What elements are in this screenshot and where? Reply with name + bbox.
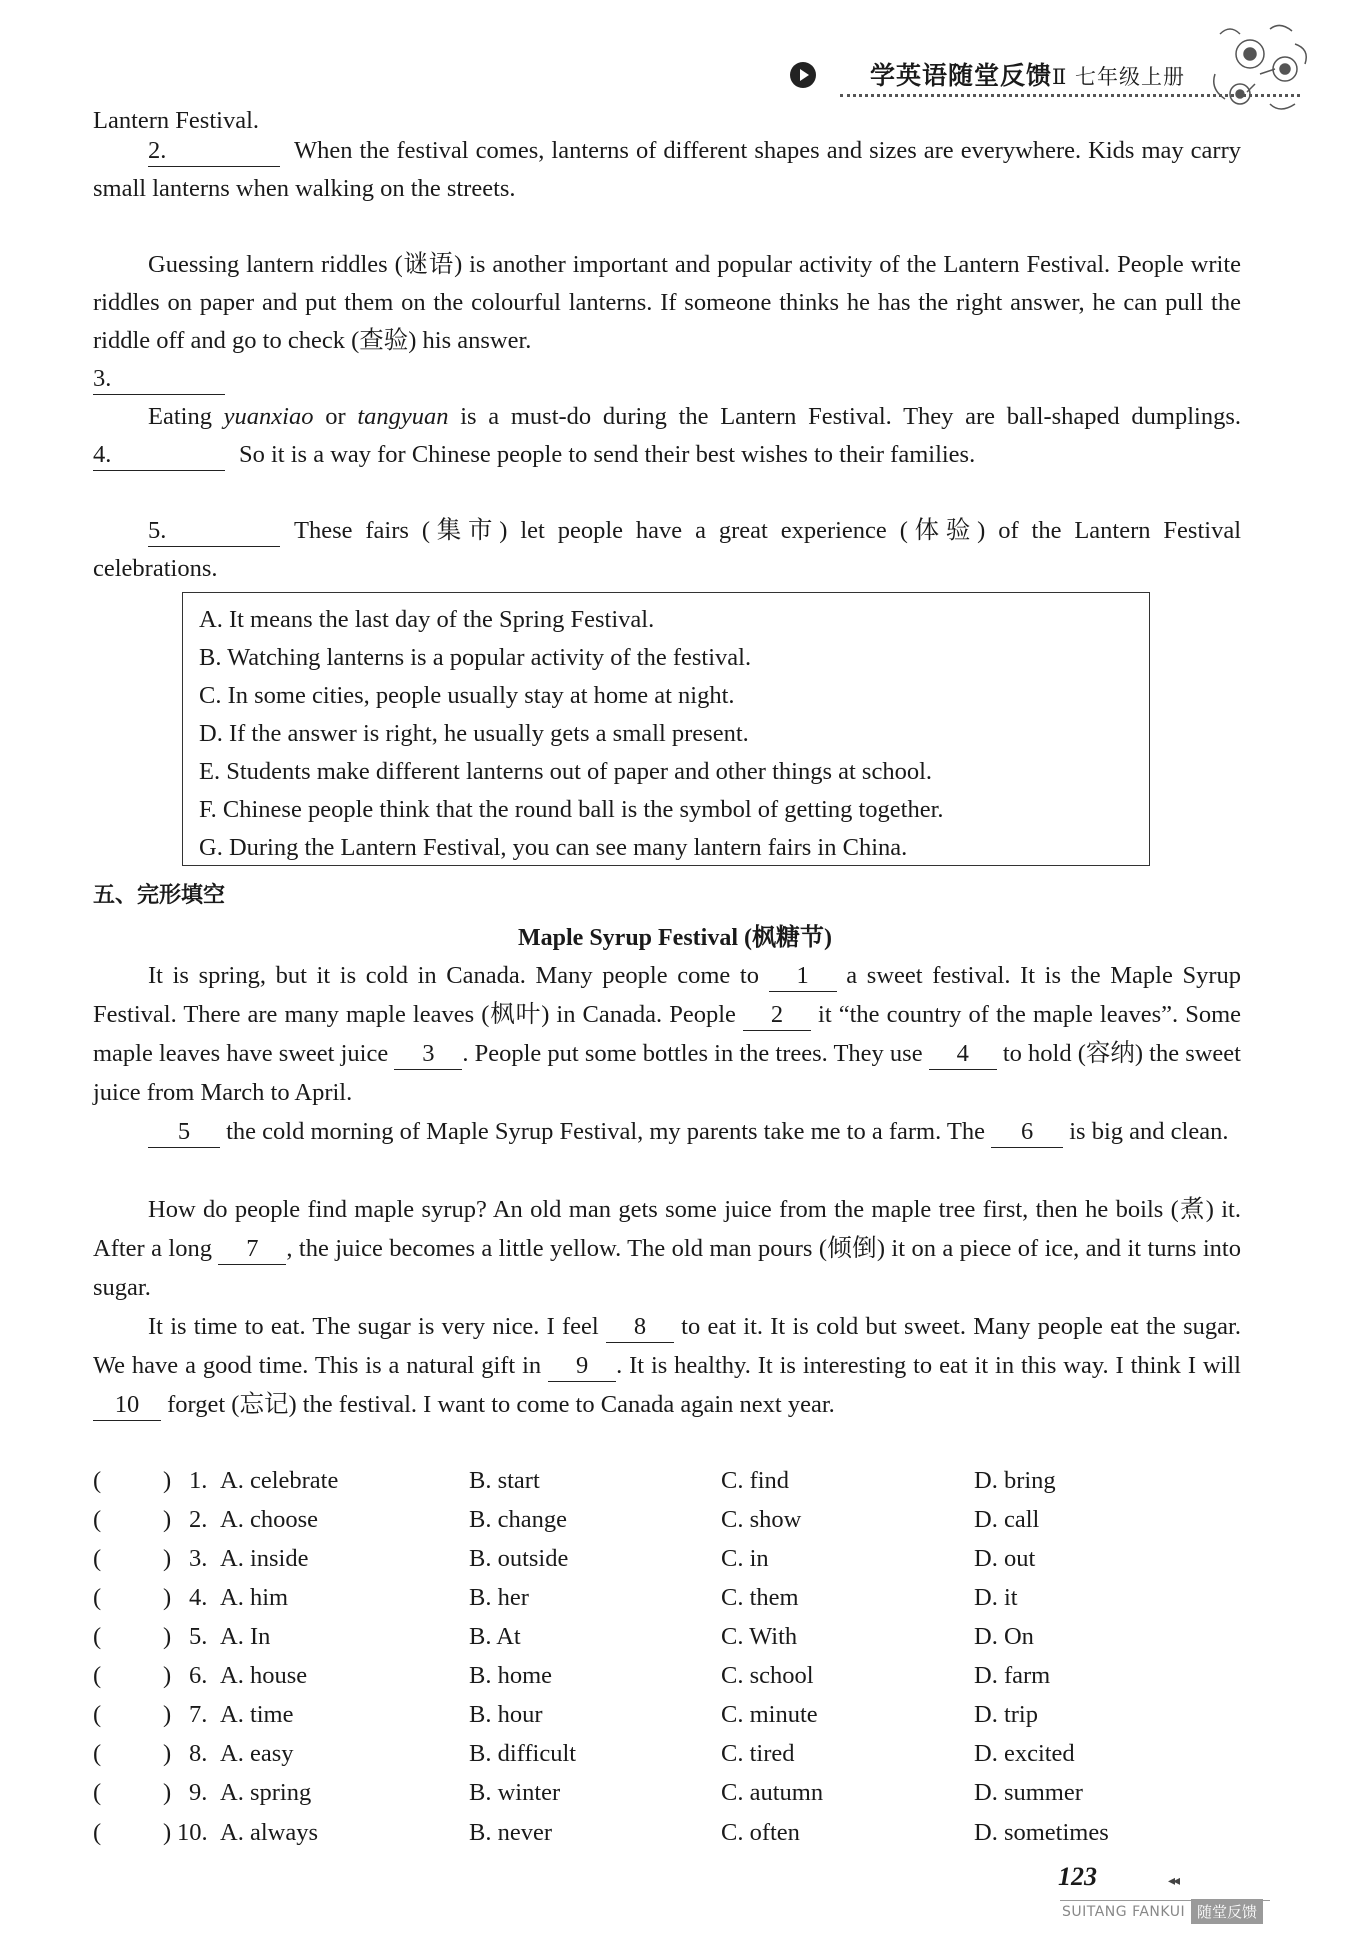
cloze-blank-5: 5 <box>148 1117 220 1148</box>
choice-c[interactable]: C. in <box>721 1545 769 1572</box>
answer-paren-left: ( <box>93 1506 102 1533</box>
choice-b[interactable]: B. hour <box>469 1701 543 1728</box>
cloze-blank-10: 10 <box>93 1390 161 1421</box>
option-e: E. Students make different lanterns out of paper and other things at school. <box>199 758 933 785</box>
options-box <box>182 592 1150 866</box>
answer-paren-right: ) <box>163 1506 172 1533</box>
question-number: 8. <box>189 1740 208 1767</box>
book-title <box>870 56 1185 92</box>
answer-blank-2[interactable]: 2. <box>148 136 280 167</box>
option-f: F. Chinese people think that the round ball is the symbol of getting together. <box>199 796 944 823</box>
choice-a[interactable]: A. choose <box>220 1506 318 1533</box>
question-number: 5. <box>189 1623 208 1650</box>
choice-b[interactable]: B. outside <box>469 1545 569 1572</box>
answer-blank-4[interactable]: 4. <box>93 440 225 471</box>
choice-d[interactable]: D. it <box>974 1584 1018 1611</box>
question-number: 4. <box>189 1584 208 1611</box>
footer-brand-cn: 随堂反馈 <box>1191 1899 1263 1924</box>
choice-b[interactable]: B. home <box>469 1662 553 1689</box>
choice-a[interactable]: A. celebrate <box>220 1467 339 1494</box>
passage-paragraph-5: 5. These fairs (集市) let people have a great experience (体验) of the Lantern Festival celebrations. <box>93 517 1241 582</box>
answer-paren-left: ( <box>93 1740 102 1767</box>
choice-b[interactable]: B. difficult <box>469 1740 577 1767</box>
question-number: 7. <box>189 1701 208 1728</box>
option-a: A. It means the last day of the Spring Festival. <box>199 606 655 633</box>
page-number: 123 <box>1058 1862 1097 1891</box>
passage-line-top: Lantern Festival. <box>93 107 260 134</box>
question-number: 10. <box>177 1819 208 1846</box>
choice-c[interactable]: C. often <box>721 1819 800 1846</box>
answer-paren-right: ) <box>163 1467 172 1494</box>
choice-d[interactable]: D. out <box>974 1545 1036 1572</box>
choice-d[interactable]: D. farm <box>974 1662 1051 1689</box>
section-title: 五、完形填空 <box>93 883 226 908</box>
italic-tangyuan: tangyuan <box>357 403 449 430</box>
answer-paren-right: ) <box>163 1779 172 1806</box>
option-b: B. Watching lanterns is a popular activity of the festival. <box>199 644 752 671</box>
italic-yuanxiao: yuanxiao <box>223 403 314 430</box>
answer-blank-5[interactable]: 5. <box>148 516 280 547</box>
choice-d[interactable]: D. call <box>974 1506 1040 1533</box>
option-c: C. In some cities, people usually stay at home at night. <box>199 682 735 709</box>
answer-paren-right: ) <box>163 1740 172 1767</box>
answer-paren-left: ( <box>93 1623 102 1650</box>
choice-a[interactable]: A. him <box>220 1584 289 1611</box>
cloze-blank-6: 6 <box>991 1117 1063 1148</box>
cloze-blank-7: 7 <box>218 1234 286 1265</box>
answer-paren-right: ) <box>163 1584 172 1611</box>
choice-a[interactable]: A. always <box>220 1819 318 1846</box>
answer-paren-left: ( <box>93 1662 102 1689</box>
cloze-paragraph-3: How do people find maple syrup? An old man gets some juice from the maple tree first, then he boils (煮) it. After a long 7 , the juice becomes a little yellow. The old man pours (倾倒) it on a piece of ice, and it turns into sugar. <box>93 1196 1241 1301</box>
passage-paragraph-2: 2. When the festival comes, lanterns of different shapes and sizes are everywhere. Kids may carry small lanterns when walking on the streets. <box>93 137 1241 202</box>
question-number: 1. <box>189 1467 208 1494</box>
answer-paren-right: ) <box>163 1819 172 1846</box>
choice-c[interactable]: C. minute <box>721 1701 818 1728</box>
choice-a[interactable]: A. inside <box>220 1545 309 1572</box>
choice-b[interactable]: B. change <box>469 1506 567 1533</box>
passage-paragraph-3: Guessing lantern riddles (谜语) is another important and popular activity of the Lantern Festival. People write riddles on paper and put them on the colourful lanterns. If someone thinks he has the right answer, he can pull the riddle off and go to check (查验) his answer. <box>93 251 1241 354</box>
choice-c[interactable]: C. school <box>721 1662 814 1689</box>
choice-a[interactable]: A. easy <box>220 1740 294 1767</box>
footer-brand-en: SUITANG FANKUI <box>1062 1904 1186 1920</box>
choice-d[interactable]: D. summer <box>974 1779 1083 1806</box>
option-d: D. If the answer is right, he usually gets a small present. <box>199 720 749 747</box>
choice-c[interactable]: C. them <box>721 1584 799 1611</box>
page-arrows-icon: ◂◂ <box>1168 1874 1179 1889</box>
option-g: G. During the Lantern Festival, you can see many lantern fairs in China. <box>199 834 908 861</box>
choice-c[interactable]: C. tired <box>721 1740 795 1767</box>
article-title: Maple Syrup Festival (枫糖节) <box>518 925 832 951</box>
question-number: 2. <box>189 1506 208 1533</box>
book-title-sub: Ⅱ 七年级上册 <box>1052 65 1185 89</box>
cloze-blank-9: 9 <box>548 1351 616 1382</box>
choice-a[interactable]: A. time <box>220 1701 294 1728</box>
choice-c[interactable]: C. find <box>721 1467 790 1494</box>
choice-b[interactable]: B. start <box>469 1467 540 1494</box>
choice-b[interactable]: B. At <box>469 1623 521 1650</box>
choice-b[interactable]: B. never <box>469 1819 552 1846</box>
passage-paragraph-3-blank <box>93 360 1241 398</box>
choice-b[interactable]: B. winter <box>469 1779 561 1806</box>
answer-paren-left: ( <box>93 1545 102 1572</box>
choice-d[interactable]: D. On <box>974 1623 1034 1650</box>
choice-a[interactable]: A. house <box>220 1662 308 1689</box>
answer-paren-right: ) <box>163 1623 172 1650</box>
play-icon <box>790 62 816 88</box>
choice-a[interactable]: A. In <box>220 1623 271 1650</box>
choice-a[interactable]: A. spring <box>220 1779 312 1806</box>
answer-paren-left: ( <box>93 1819 102 1846</box>
cloze-paragraph-1: It is spring, but it is cold in Canada. Many people come to 1 a sweet festival. It is the Maple Syrup Festival. There are many maple leaves (枫叶) in Canada. People 2 it “the country of the maple leaves”. Some maple leaves have sweet juice 3 . People put some bottles in the trees. They use 4 to hold (容纳) the sweet juice from March to April. <box>93 962 1241 1106</box>
choice-c[interactable]: C. autumn <box>721 1779 824 1806</box>
cloze-blank-4: 4 <box>929 1039 997 1070</box>
choice-d[interactable]: D. excited <box>974 1740 1075 1767</box>
choice-d[interactable]: D. sometimes <box>974 1819 1109 1846</box>
choice-c[interactable]: C. With <box>721 1623 798 1650</box>
answer-paren-right: ) <box>163 1545 172 1572</box>
answer-paren-right: ) <box>163 1701 172 1728</box>
cloze-paragraph-4: It is time to eat. The sugar is very nice. I feel 8 to eat it. It is cold but sweet. Many people eat the sugar. We have a good time. This is a natural gift in 9 . It is healthy. It is interesting to eat it in this way. I think I will 10 forget (忘记) the festival. I want to come to Canada again next year. <box>93 1307 1241 1424</box>
cloze-blank-8: 8 <box>606 1312 674 1343</box>
cloze-blank-1: 1 <box>769 961 837 992</box>
answer-paren-left: ( <box>93 1584 102 1611</box>
answer-paren-left: ( <box>93 1779 102 1806</box>
cloze-blank-3: 3 <box>394 1039 462 1070</box>
choice-d[interactable]: D. trip <box>974 1701 1038 1728</box>
answer-paren-right: ) <box>163 1662 172 1689</box>
cloze-paragraph-2: 5 the cold morning of Maple Syrup Festival, my parents take me to a farm. The 6 is big and clean. <box>93 1112 1241 1151</box>
question-number: 3. <box>189 1545 208 1572</box>
choice-b[interactable]: B. her <box>469 1584 529 1611</box>
choice-c[interactable]: C. show <box>721 1506 802 1533</box>
cloze-blank-2: 2 <box>743 1000 811 1031</box>
question-number: 9. <box>189 1779 208 1806</box>
passage-paragraph-4: Eating yuanxiao or tangyuan is a must-do during the Lantern Festival. They are ball-shaped dumplings. 4. So it is a way for Chinese people to send their best wishes to their families. <box>93 398 1241 474</box>
choice-d[interactable]: D. bring <box>974 1467 1056 1494</box>
answer-blank-3[interactable]: 3. <box>93 364 225 395</box>
question-number: 6. <box>189 1662 208 1689</box>
book-title-main: 学英语随堂反馈 <box>870 61 1053 90</box>
answer-paren-left: ( <box>93 1467 102 1494</box>
answer-paren-left: ( <box>93 1701 102 1728</box>
